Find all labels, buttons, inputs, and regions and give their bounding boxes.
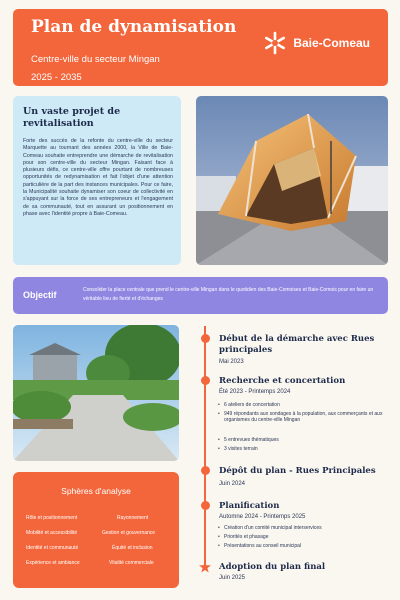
pavilion-photo: [196, 96, 388, 265]
timeline-dot: [201, 334, 210, 343]
header-banner: [13, 9, 388, 86]
timeline-bullet: • 3 visites terrain: [224, 446, 384, 452]
brand-name: Baie-Comeau: [293, 36, 370, 50]
timeline-bullet: • 5 entrevues thématiques: [224, 437, 384, 443]
page-subtitle: Centre-ville du secteur Mingan: [31, 54, 160, 65]
intro-body: Forte des succès de la refonte du centre-ville du secteur Marquette au tournant des années 2000, la Ville de Baie-Comeau souhaite entreprendre une démarche de revitalisation pour son centre-ville du secteur Mingan. Faisant face à plusieurs défis, ce centre-ville offre pourtant de nombreuses opportunités de redynamisation et fait l'objet d'une attention particulière de la part des instances municipales. Pour ce faire, la Municipalité souhaite dynamiser son coeur de collectivité en s'appuyant sur la force de ses entrepreneurs et l'engagement de sa communauté, tout en assurant un positionnement en phase avec l'identité propre à Baie-Comeau.: [23, 138, 173, 217]
spheres-title: Sphères d'analyse: [61, 486, 131, 496]
timeline-bullet: • Présentations au conseil municipal: [224, 543, 384, 549]
objectif-text: Consolider la place centrale que prend le centre-ville Mingan dans le quotidien des Baie-Comoises et Baie-Comois pour en faire un véritable lieu de fierté et d'échanges: [83, 287, 374, 302]
sphere-item: Rayonnement: [117, 515, 149, 521]
timeline-bullet: • Création d'un comité municipal interservices: [224, 525, 384, 531]
sphere-item: Équité et inclusion: [112, 545, 153, 551]
snowflake-icon: [263, 31, 287, 55]
objectif-label: Objectif: [23, 290, 57, 300]
intro-panel: [13, 96, 181, 265]
sphere-item: Gestion et gouvernance: [102, 530, 156, 536]
timeline-dot: [201, 501, 210, 510]
timeline-title: Adoption du plan final: [219, 562, 326, 572]
timeline-title: Recherche et concertation: [219, 376, 346, 386]
star-icon: [199, 561, 211, 573]
brand-logo: [263, 31, 370, 55]
spheres-panel: [13, 472, 179, 588]
timeline-bullet: • 6 ateliers de concertation: [224, 402, 384, 408]
timeline-title: Dépôt du plan - Rues Principales: [219, 466, 376, 476]
timeline-date: Automne 2024 - Printemps 2025: [219, 514, 306, 520]
street-photo: [13, 325, 179, 461]
timeline-date: Mai 2023: [219, 359, 244, 365]
page-years: 2025 - 2035: [31, 72, 82, 83]
timeline-title: Planification: [219, 501, 280, 511]
timeline-bullet: • 949 répondants aux sondages à la population, aux commerçants et aux organismes du centre-ville Mingan: [224, 411, 384, 424]
intro-heading: Un vaste projet de revitalisation: [23, 106, 121, 129]
timeline-date: Juin 2025: [219, 575, 246, 581]
sphere-item: Rôle et positionnement: [26, 515, 78, 521]
timeline-dot: [201, 466, 210, 475]
objectif-banner: [13, 277, 388, 314]
sphere-item: Mobilité et accessibilité: [26, 530, 78, 536]
sphere-item: Vitalité commerciale: [109, 560, 154, 566]
sphere-item: Expérience et ambiance: [26, 560, 80, 566]
page-title: Plan de dynamisation: [31, 17, 237, 37]
timeline-date: Été 2023 - Printemps 2024: [219, 389, 291, 395]
timeline-date: Juin 2024: [219, 481, 246, 487]
timeline-line: [204, 326, 206, 570]
timeline-title: Début de la démarche avec Rues principales: [219, 334, 375, 355]
timeline-bullet: • Priorités et phasage: [224, 534, 384, 540]
sphere-item: Identité et communauté: [26, 545, 79, 551]
timeline-dot: [201, 376, 210, 385]
